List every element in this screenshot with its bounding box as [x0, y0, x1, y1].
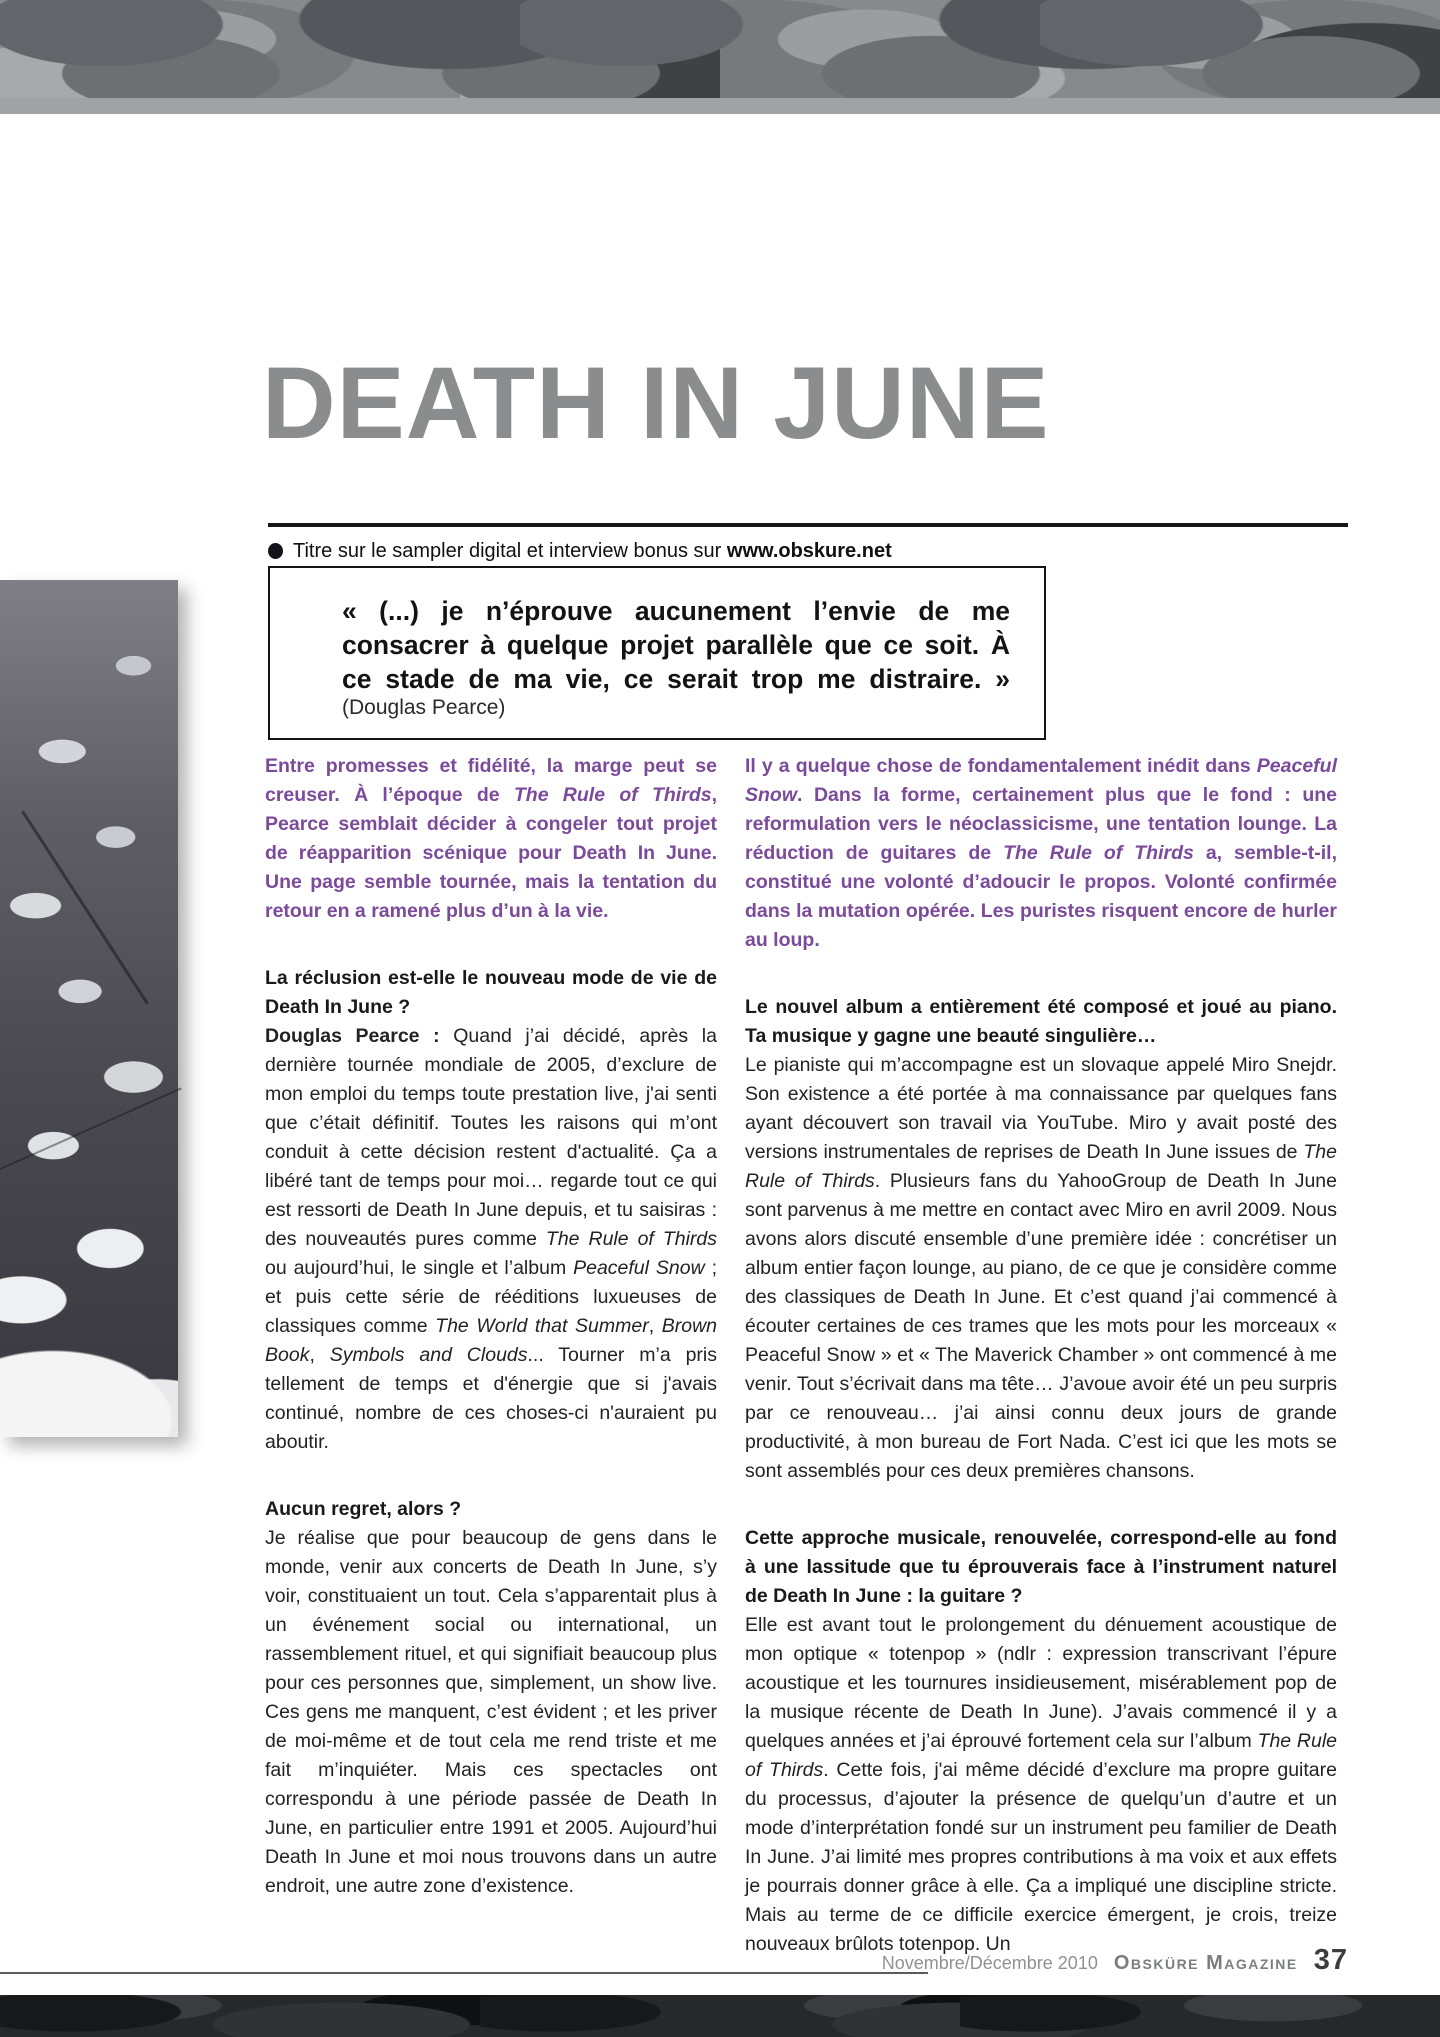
- intro-paragraph-right: Il y a quelque chose de fondamentalement inédit dans Peaceful Snow. Dans la forme, certainement plus que le fond : une reformulation vers le néoclassicisme, une tentation lounge. La réduction de guitares de The Rule of Thirds a, semble-t-il, constitué une volonté d’adoucir le propos. Volonté confirmée dans la mutation opérée. Les puristes risquent encore de hurler au loup.: [745, 755, 1337, 951]
- pull-quote-attribution: (Douglas Pearce): [342, 696, 506, 719]
- interview-question: Cette approche musicale, renouvelée, correspond-elle au fond à une lassitude que tu éprouverais face à l’instrument naturel de Death In June : la guitare ?: [745, 1527, 1337, 1607]
- interview-answer: Je réalise que pour beaucoup de gens dans le monde, venir aux concerts de Death In June, s’y voir, constituaient un tout. Cela s’apparentait plus à un événement social ou international, un rassemblement rituel, et qui signifiait beaucoup plus pour ces personnes que, simplement, un show live. Ces gens me manquent, c’est évident ; et les priver de moi-même et de tout cela me rend triste et me fait m’inquiéter. Mais ces spectacles ont correspondu à une période passée de Death In June, en particulier entre 1991 et 2005. Aujourd’hui Death In June et moi nous trouvons dans un autre endroit, une autre zone d’existence.: [265, 1527, 717, 1897]
- column-right: [745, 752, 1337, 1959]
- pull-quote-text: « (...) je n’éprouve aucunement l’envie de me consacrer à quelque projet parallèle que ce soit. À ce stade de ma vie, ce serait trop me distraire. »: [342, 596, 1010, 694]
- tagline-text: Titre sur le sampler digital et interview bonus sur: [293, 540, 727, 562]
- header-gray-strip: [0, 98, 1440, 114]
- footer: [882, 1944, 1348, 1977]
- camouflage-header-band: [0, 0, 1440, 98]
- footer-issue-date: Novembre/Décembre 2010: [881, 1953, 1098, 1973]
- interview-question: La réclusion est-elle le nouveau mode de vie de Death In June ?: [265, 967, 717, 1018]
- column-left: [265, 752, 717, 1901]
- interview-question: Le nouvel album a entièrement été composé et joué au piano. Ta musique y gagne une beauté singulière…: [745, 996, 1337, 1047]
- bullet-icon: [268, 543, 283, 559]
- interview-question: Aucun regret, alors ?: [265, 1498, 462, 1520]
- page-title: DEATH IN JUNE: [262, 346, 1050, 460]
- title-rule: [268, 523, 1348, 527]
- tagline-site-url: www.obskure.net: [726, 540, 892, 562]
- footer-rule: [0, 1972, 928, 1974]
- interview-answer: Le pianiste qui m’accompagne est un slovaque appelé Miro Snejdr. Son existence a été portée à ma connaissance par quelques fans ayant découvert son travail via YouTube. Miro y avait posté des versions instrumentales de reprises de Death In June issues de The Rule of Thirds. Plusieurs fans du YahooGroup de Death In June sont parvenus à me mettre en contact avec Miro en avril 2009. Nous avons alors discuté ensemble d’une première idée : concrétiser un album entier façon lounge, au piano, de ce que je considère comme des classiques de Death In June. Et c’est quand j’ai commencé à écouter certaines de ces trames que les mots pour les morceaux « Peaceful Snow » et « The Maverick Chamber » ont commencé à me venir. Tout s’écrivait dans ma tête… J’avoue avoir été un peu surpris par ce renouveau… j’ai ainsi connu deux jours de grande productivité, à mon bureau de Fort Nada. C’est ici que les mots se sont assemblés pour ces deux premières chansons.: [745, 1054, 1337, 1482]
- intro-paragraph-left: Entre promesses et fidélité, la marge peut se creuser. À l’époque de The Rule of Thirds, Pearce semblait décider à congeler tout projet de réapparition scénique pour Death In June. Une page semble tournée, mais la tentation du retour en a ramené plus d’un à la vie.: [265, 755, 717, 922]
- pull-quote-box: [268, 566, 1046, 740]
- winter-photo: [0, 580, 178, 1437]
- article-tagline: [268, 540, 892, 563]
- interview-answer: Elle est avant tout le prolongement du dénuement acoustique de mon optique « totenpop » (ndlr : expression transcrivant l’épure acoustique et les tournures insidieusement, misérablement pop de la musique récente de Death In June). J’avais commencé il y a quelques années et j’ai éprouvé fortement cela sur l’album The Rule of Thirds. Cette fois, j'ai même décidé d’exclure ma propre guitare du processus, d’ajouter la présence de quelqu’un d’autre et un mode d’interprétation fondé sur un instrument peu familier de Death In June. J’ai limité mes propres contributions à ma voix et aux effets je pourrais donner grâce à elle. Ça a impliqué une discipline stricte. Mais au terme de ce difficile exercice émergent, je crois, treize nouveaux brûlots totenpop. Un: [745, 1614, 1338, 1955]
- footer-page-number: 37: [1313, 1944, 1348, 1976]
- camouflage-footer-band: [0, 1995, 1440, 2037]
- interview-answer: Douglas Pearce : Quand j’ai décidé, après la dernière tournée mondiale de 2005, d’exclure de mon emploi du temps toute prestation live, j'ai senti que c’était définitif. Toutes les raisons qui m’ont conduit à cette décision restent d'actualité. Ça a libéré tant de temps pour moi… regarde tout ce qui est ressorti de Death In June depuis, et tu saisiras : des nouveautés pures comme The Rule of Thirds ou aujourd’hui, le single et l’album Peaceful Snow ; et puis cette série de rééditions luxueuses de classiques comme The World that Summer, Brown Book, Symbols and Clouds... Tourner m’a pris tellement de temps et d'énergie que si j'avais continué, nombre de ces choses-ci n'auraient pu aboutir.: [265, 1025, 717, 1453]
- footer-magazine-name: Obsküre Magazine: [1113, 1952, 1298, 1974]
